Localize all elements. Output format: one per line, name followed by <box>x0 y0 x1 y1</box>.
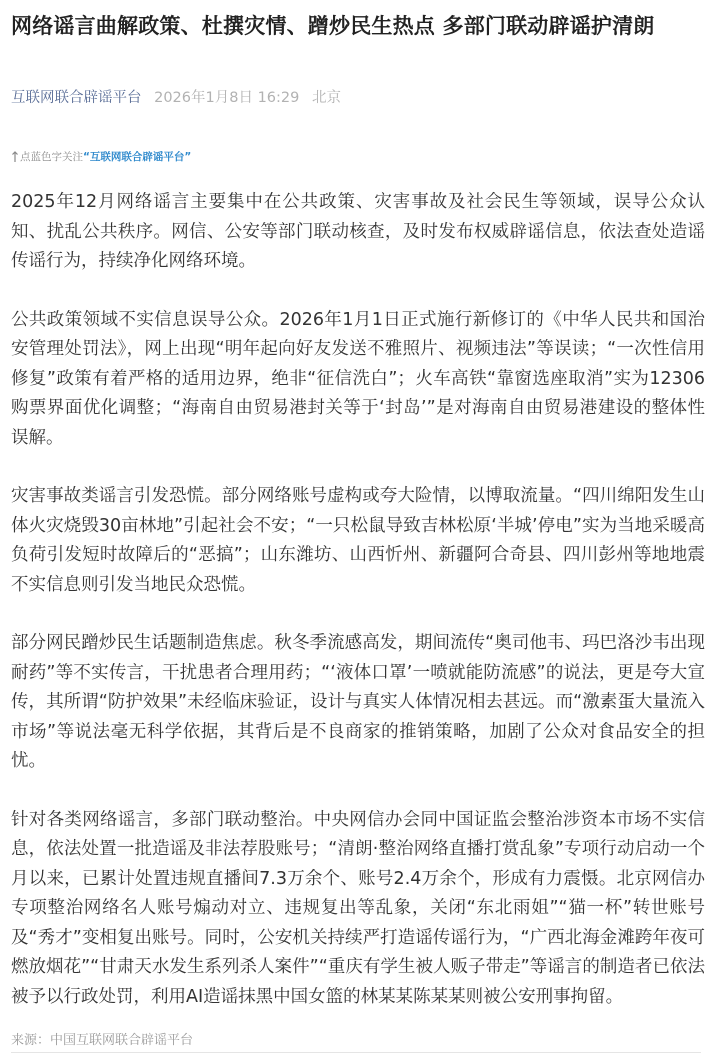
paragraph: 公共政策领域不实信息误导公众。2026年1月1日正式施行新修订的《中华人民共和国治安管理处罚法》，网上出现“明年起向好友发送不雅照片、视频违法”等误读；“一次性信用修复”政策有着严格的适用边界，绝非“征信洗白”；火车高铁“靠窗选座取消”实为12306购票界面优化调整；“海南自由贸易港封关等于‘封岛’”是对海南自由贸易港建设的整体性误解。 <box>11 309 705 448</box>
paragraph: 部分网民蹭炒民生话题制造焦虑。秋冬季流感高发，期间流传“奥司他韦、玛巴洛沙韦出现耐药”等不实传言，干扰患者合理用药；“‘液体口罩’一喷就能防流感”的说法，更是夸大宣传，其所谓“防护效果”未经临床验证，设计与真实人体情况相去甚远。而“激素蛋大量流入市场”等说法毫无科学依据，其背后是不良商家的推销策略，加剧了公众对食品安全的担忧。 <box>11 633 705 771</box>
follow-tip <box>11 150 191 164</box>
publish-date: 2026年1月8日 16:29 <box>154 90 300 106</box>
account-name-link[interactable]: 互联网联合辟谣平台 <box>11 90 142 106</box>
up-arrow-icon <box>11 151 19 163</box>
divider <box>11 1052 701 1053</box>
paragraph: 灾害事故类谣言引发恐慌。部分网络账号虚构或夸大险情，以博取流量。“四川绵阳发生山体火灾烧毁30亩林地”引起社会不安；“一只松鼠导致吉林松原‘半城’停电”实为当地采暖高负荷引发短时故障后的“恶搞”；山东潍坊、山西忻州、新疆阿合奇县、四川彭州等地地震不实信息则引发当地民众恐慌。 <box>11 486 705 595</box>
article-title: 网络谣言曲解政策、杜撰灾情、蹭炒民生热点 多部门联动辟谣护清朗 <box>11 14 655 38</box>
paragraph: 2025年12月网络谣言主要集中在公共政策、灾害事故及社会民生等领域，误导公众认知、扰乱公共秩序。网信、公安等部门联动核查，及时发布权威辟谣信息，依法查处造谣传谣行为，持续净化网络环境。 <box>11 192 705 271</box>
paragraph: 针对各类网络谣言，多部门联动整治。中央网信办会同中国证监会整治涉资本市场不实信息，依法处置一批造谣及非法荐股账号；“清朗·整治网络直播打赏乱象”专项行动启动一个月以来，已累计处置违规直播间7.3万余个、账号2.4万余个，形成有力震慑。北京网信办专项整治网络名人账号煽动对立、违规复出等乱象，关闭“东北雨姐”“猫一杯”转世账号及“秀才”变相复出账号。同时，公安机关持续严打造谣传谣行为，“广西北海金滩跨年夜可燃放烟花”“甘肃天水发生系列杀人案件”“重庆有学生被人贩子带走”等谣言的制造者已依法被予以行政处罚，利用AI造谣抹黑中国女篮的林某某陈某某则被公安刑事拘留。 <box>11 809 705 1007</box>
follow-account-link[interactable]: “互联网联合辟谣平台” <box>83 151 192 163</box>
source-text: 来源：中国互联网联合辟谣平台 <box>11 1033 194 1048</box>
follow-tip-text: 点蓝色字关注 <box>20 151 83 163</box>
publish-location: 北京 <box>311 90 341 106</box>
article-body <box>11 188 705 1041</box>
article-meta <box>11 88 341 108</box>
